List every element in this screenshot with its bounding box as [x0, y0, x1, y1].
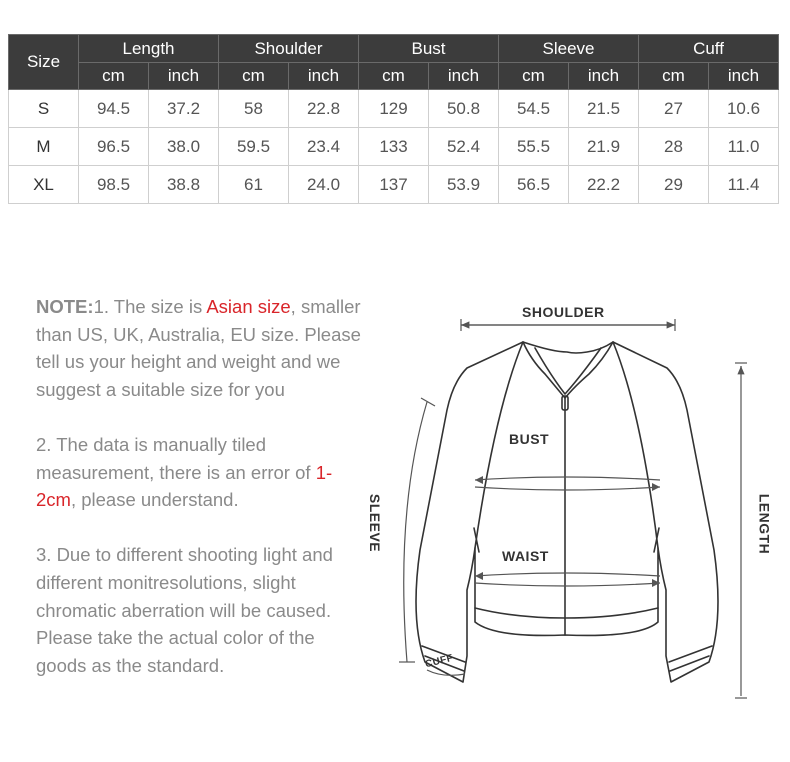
table-cell: 24.0 — [289, 166, 359, 204]
table-cell: 21.9 — [569, 128, 639, 166]
table-cell: 22.8 — [289, 90, 359, 128]
unit-header-cm: cm — [499, 63, 569, 90]
table-cell: 52.4 — [429, 128, 499, 166]
table-cell: 61 — [219, 166, 289, 204]
unit-header-inch: inch — [149, 63, 219, 90]
table-cell: 133 — [359, 128, 429, 166]
table-cell: 98.5 — [79, 166, 149, 204]
size-note — [36, 293, 366, 707]
waist-label: WAIST — [502, 548, 549, 564]
unit-header-inch: inch — [709, 63, 779, 90]
length-label: LENGTH — [756, 493, 773, 555]
size-cell: XL — [9, 166, 79, 204]
jacket-measurement-diagram — [355, 290, 785, 710]
size-chart-table — [8, 34, 779, 204]
unit-header-cm: cm — [219, 63, 289, 90]
group-header-shoulder: Shoulder — [219, 35, 359, 63]
unit-header-inch: inch — [569, 63, 639, 90]
bust-label: BUST — [509, 431, 550, 447]
table-cell: 53.9 — [429, 166, 499, 204]
table-row — [9, 166, 779, 204]
note-label: NOTE: — [36, 296, 94, 317]
table-cell: 38.8 — [149, 166, 219, 204]
group-header-length: Length — [79, 35, 219, 63]
table-cell: 27 — [639, 90, 709, 128]
group-header-sleeve: Sleeve — [499, 35, 639, 63]
table-cell: 23.4 — [289, 128, 359, 166]
jacket-illustration — [355, 290, 785, 710]
note-paragraph-2 — [36, 431, 366, 514]
table-cell: 11.4 — [709, 166, 779, 204]
error-range-highlight: 1-2cm — [36, 461, 333, 511]
table-cell: 10.6 — [709, 90, 779, 128]
note-text: , please understand. — [70, 489, 239, 511]
sleeve-label: SLEEVE — [367, 493, 384, 553]
table-cell: 137 — [359, 166, 429, 204]
table-row — [9, 90, 779, 128]
table-cell: 22.2 — [569, 166, 639, 204]
shoulder-label: SHOULDER — [522, 304, 605, 320]
table-cell: 129 — [359, 90, 429, 128]
table-cell: 54.5 — [499, 90, 569, 128]
note-paragraph-1 — [36, 293, 366, 403]
group-header-bust: Bust — [359, 35, 499, 63]
size-cell: M — [9, 128, 79, 166]
unit-header-cm: cm — [359, 63, 429, 90]
table-cell: 11.0 — [709, 128, 779, 166]
table-cell: 96.5 — [79, 128, 149, 166]
table-cell: 29 — [639, 166, 709, 204]
group-header-cuff: Cuff — [639, 35, 779, 63]
table-cell: 28 — [639, 128, 709, 166]
note-text: 2. The data is manually tiled measurement, there is an error of — [36, 433, 316, 483]
table-cell: 94.5 — [79, 90, 149, 128]
note-text: 1. The size is — [93, 296, 207, 317]
unit-header-cm: cm — [79, 63, 149, 90]
unit-header-inch: inch — [289, 63, 359, 90]
table-cell: 59.5 — [219, 128, 289, 166]
jacket-body-outline — [416, 342, 718, 682]
note-paragraph-3: 3. Due to different shooting light and different monitresolutions, slight chromatic aberration will be caused. Please take the actual color of the goods as the standard. — [36, 544, 333, 676]
size-cell: S — [9, 90, 79, 128]
table-cell: 56.5 — [499, 166, 569, 204]
table-cell: 37.2 — [149, 90, 219, 128]
size-header: Size — [9, 35, 79, 90]
table-cell: 50.8 — [429, 90, 499, 128]
asian-size-highlight: Asian size — [206, 296, 291, 317]
table-cell: 21.5 — [569, 90, 639, 128]
cuff-label: CUFF — [424, 652, 455, 671]
table-row — [9, 128, 779, 166]
unit-header-inch: inch — [429, 63, 499, 90]
table-cell: 55.5 — [499, 128, 569, 166]
unit-header-cm: cm — [639, 63, 709, 90]
table-cell: 38.0 — [149, 128, 219, 166]
table-cell: 58 — [219, 90, 289, 128]
note-text: , smaller than US, UK, Australia, EU size. Please tell us your height and weight and we suggest a suitable size for you — [36, 296, 361, 400]
